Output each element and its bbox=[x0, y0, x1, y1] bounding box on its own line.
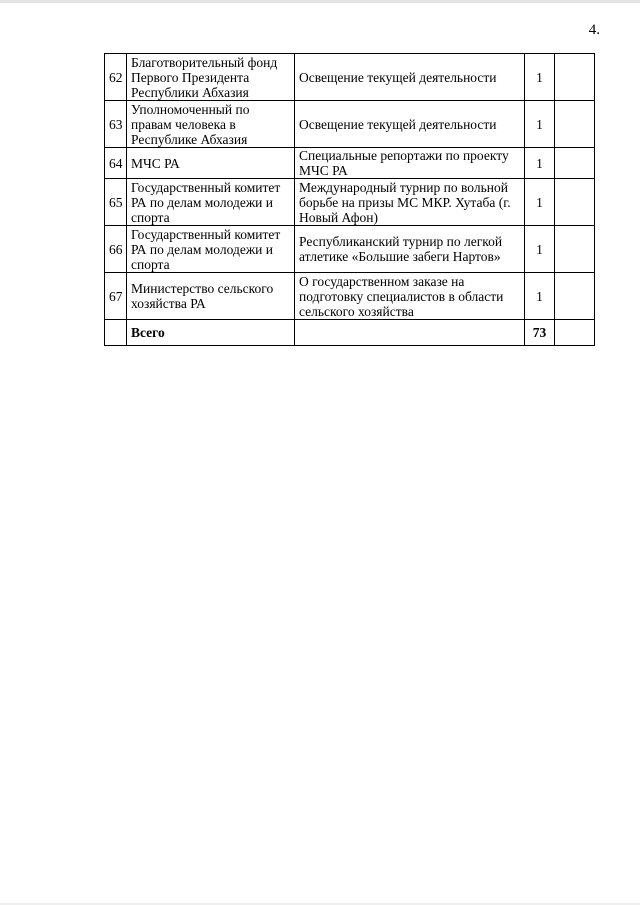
table-row bbox=[105, 54, 595, 101]
count-cell: 1 bbox=[525, 226, 555, 273]
topic-cell: Специальные репортажи по проекту МЧС РА bbox=[295, 148, 525, 179]
row-number: 66 bbox=[105, 226, 127, 273]
total-extra-cell bbox=[555, 320, 595, 346]
count-cell: 1 bbox=[525, 54, 555, 101]
count-cell: 1 bbox=[525, 179, 555, 226]
report-table bbox=[104, 53, 595, 346]
organization-cell: Благотворительный фонд Первого Президента Республики Абхазия bbox=[127, 54, 295, 101]
count-cell: 1 bbox=[525, 273, 555, 320]
extra-cell bbox=[555, 101, 595, 148]
extra-cell bbox=[555, 54, 595, 101]
row-number: 67 bbox=[105, 273, 127, 320]
page-number: 4. bbox=[588, 22, 600, 38]
row-number: 65 bbox=[105, 179, 127, 226]
row-number: 64 bbox=[105, 148, 127, 179]
organization-cell: Государственный комитет РА по делам молодежи и спорта bbox=[127, 226, 295, 273]
organization-cell: МЧС РА bbox=[127, 148, 295, 179]
table-row bbox=[105, 148, 595, 179]
count-cell: 1 bbox=[525, 148, 555, 179]
organization-cell: Министерство сельского хозяйства РА bbox=[127, 273, 295, 320]
extra-cell bbox=[555, 179, 595, 226]
extra-cell bbox=[555, 273, 595, 320]
total-number-cell bbox=[105, 320, 127, 346]
topic-cell: Республиканский турнир по легкой атлетике «Большие забеги Нартов» bbox=[295, 226, 525, 273]
total-label: Всего bbox=[127, 320, 295, 346]
count-cell: 1 bbox=[525, 101, 555, 148]
row-number: 63 bbox=[105, 101, 127, 148]
extra-cell bbox=[555, 226, 595, 273]
topic-cell: Освещение текущей деятельности bbox=[295, 54, 525, 101]
table-row bbox=[105, 226, 595, 273]
topic-cell: Международный турнир по вольной борьбе на призы МС МКР. Хутаба (г. Новый Афон) bbox=[295, 179, 525, 226]
scan-edge-top bbox=[0, 0, 640, 3]
table-row bbox=[105, 179, 595, 226]
table-row bbox=[105, 273, 595, 320]
topic-cell: Освещение текущей деятельности bbox=[295, 101, 525, 148]
topic-cell: О государственном заказе на подготовку специалистов в области сельского хозяйства bbox=[295, 273, 525, 320]
table-row bbox=[105, 101, 595, 148]
total-value: 73 bbox=[525, 320, 555, 346]
total-topic-cell bbox=[295, 320, 525, 346]
extra-cell bbox=[555, 148, 595, 179]
row-number: 62 bbox=[105, 54, 127, 101]
organization-cell: Уполномоченный по правам человека в Республике Абхазия bbox=[127, 101, 295, 148]
total-row bbox=[105, 320, 595, 346]
organization-cell: Государственный комитет РА по делам молодежи и спорта bbox=[127, 179, 295, 226]
